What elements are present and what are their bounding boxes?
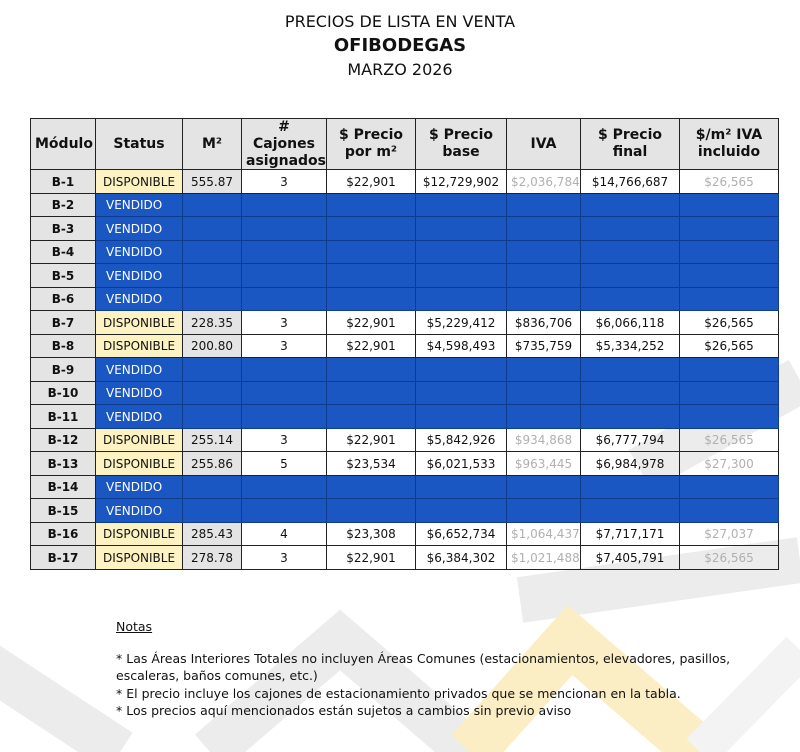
notes-title: Notas: [116, 619, 153, 634]
price-per-m2-cell: [327, 499, 416, 523]
table-header-row: [31, 119, 779, 170]
module-cell: B-2: [31, 193, 96, 217]
status-cell: VENDIDO: [96, 193, 183, 217]
price-per-m2-cell: [327, 381, 416, 405]
module-cell: B-6: [31, 287, 96, 311]
price-per-m2-cell: $22,901: [327, 170, 416, 194]
iva-per-m2-cell: $26,565: [680, 334, 779, 358]
area-cell: [183, 193, 242, 217]
table-row: [31, 546, 779, 570]
area-cell: 255.86: [183, 452, 242, 476]
price-per-m2-cell: [327, 287, 416, 311]
iva-cell: $934,868: [507, 428, 581, 452]
status-cell: VENDIDO: [96, 217, 183, 241]
base-price-cell: [416, 217, 507, 241]
iva-per-m2-cell: [680, 381, 779, 405]
column-header-cajones: # Cajones asignados: [242, 119, 327, 170]
base-price-cell: [416, 381, 507, 405]
iva-per-m2-cell: [680, 240, 779, 264]
area-cell: [183, 287, 242, 311]
status-cell: VENDIDO: [96, 499, 183, 523]
note-item: * Los precios aquí mencionados están sujetos a cambios sin previo aviso: [116, 703, 572, 718]
parking-cell: [242, 358, 327, 382]
column-header-m2: M²: [183, 119, 242, 170]
parking-cell: 3: [242, 546, 327, 570]
table-row: [31, 499, 779, 523]
module-cell: B-8: [31, 334, 96, 358]
final-price-cell: [581, 240, 680, 264]
iva-cell: $2,036,784: [507, 170, 581, 194]
iva-cell: [507, 240, 581, 264]
iva-cell: [507, 381, 581, 405]
base-price-cell: [416, 264, 507, 288]
status-cell: VENDIDO: [96, 264, 183, 288]
base-price-cell: [416, 287, 507, 311]
final-price-cell: [581, 358, 680, 382]
table-row: [31, 475, 779, 499]
parking-cell: [242, 381, 327, 405]
iva-per-m2-cell: $27,037: [680, 522, 779, 546]
iva-per-m2-cell: [680, 405, 779, 429]
iva-cell: $836,706: [507, 311, 581, 335]
final-price-cell: [581, 381, 680, 405]
price-per-m2-cell: [327, 193, 416, 217]
parking-cell: 3: [242, 170, 327, 194]
iva-cell: $963,445: [507, 452, 581, 476]
iva-per-m2-cell: $26,565: [680, 546, 779, 570]
column-header-status: Status: [96, 119, 183, 170]
base-price-cell: $6,384,302: [416, 546, 507, 570]
module-cell: B-5: [31, 264, 96, 288]
iva-cell: [507, 217, 581, 241]
iva-per-m2-cell: [680, 287, 779, 311]
table-row: [31, 170, 779, 194]
parking-cell: 3: [242, 428, 327, 452]
area-cell: 555.87: [183, 170, 242, 194]
parking-cell: [242, 475, 327, 499]
status-cell: DISPONIBLE: [96, 334, 183, 358]
table-row: [31, 240, 779, 264]
title-line-3: MARZO 2026: [347, 60, 453, 79]
column-header-iva-m2: $/m² IVA incluido: [680, 119, 779, 170]
parking-cell: 4: [242, 522, 327, 546]
title-line-2: OFIBODEGAS: [333, 35, 467, 56]
final-price-cell: [581, 264, 680, 288]
parking-cell: [242, 217, 327, 241]
module-cell: B-4: [31, 240, 96, 264]
iva-cell: [507, 193, 581, 217]
module-cell: B-10: [31, 381, 96, 405]
module-cell: B-12: [31, 428, 96, 452]
status-cell: VENDIDO: [96, 287, 183, 311]
base-price-cell: $5,842,926: [416, 428, 507, 452]
status-cell: DISPONIBLE: [96, 546, 183, 570]
table-row: [31, 452, 779, 476]
final-price-cell: $7,717,171: [581, 522, 680, 546]
area-cell: 278.78: [183, 546, 242, 570]
module-cell: B-11: [31, 405, 96, 429]
area-cell: [183, 475, 242, 499]
area-cell: [183, 499, 242, 523]
iva-cell: [507, 264, 581, 288]
final-price-cell: [581, 405, 680, 429]
module-cell: B-3: [31, 217, 96, 241]
iva-per-m2-cell: $26,565: [680, 170, 779, 194]
column-header-precio-m2: $ Precio por m²: [327, 119, 416, 170]
parking-cell: [242, 264, 327, 288]
area-cell: 200.80: [183, 334, 242, 358]
iva-cell: $1,064,437: [507, 522, 581, 546]
table-row: [31, 217, 779, 241]
module-cell: B-14: [31, 475, 96, 499]
column-header-precio-base: $ Precio base: [416, 119, 507, 170]
iva-per-m2-cell: $26,565: [680, 428, 779, 452]
iva-cell: [507, 475, 581, 499]
module-cell: B-15: [31, 499, 96, 523]
base-price-cell: [416, 405, 507, 429]
table-row: [31, 311, 779, 335]
final-price-cell: $6,984,978: [581, 452, 680, 476]
base-price-cell: $12,729,902: [416, 170, 507, 194]
price-per-m2-cell: $22,901: [327, 311, 416, 335]
price-per-m2-cell: $23,534: [327, 452, 416, 476]
iva-per-m2-cell: [680, 358, 779, 382]
price-per-m2-cell: [327, 475, 416, 499]
area-cell: [183, 217, 242, 241]
final-price-cell: $6,777,794: [581, 428, 680, 452]
module-cell: B-16: [31, 522, 96, 546]
table-row: [31, 334, 779, 358]
iva-per-m2-cell: [680, 264, 779, 288]
table-row: [31, 428, 779, 452]
table-row: [31, 405, 779, 429]
base-price-cell: [416, 193, 507, 217]
iva-cell: $1,021,488: [507, 546, 581, 570]
status-cell: VENDIDO: [96, 358, 183, 382]
status-cell: DISPONIBLE: [96, 452, 183, 476]
status-cell: VENDIDO: [96, 405, 183, 429]
area-cell: 255.14: [183, 428, 242, 452]
status-cell: DISPONIBLE: [96, 311, 183, 335]
module-cell: B-9: [31, 358, 96, 382]
parking-cell: [242, 405, 327, 429]
note-item: * Las Áreas Interiores Totales no incluyen Áreas Comunes (estacionamientos, elevadores, pasillos, escaleras, baños comunes, etc.): [116, 650, 731, 683]
parking-cell: 3: [242, 311, 327, 335]
parking-cell: [242, 193, 327, 217]
parking-cell: 3: [242, 334, 327, 358]
module-cell: B-1: [31, 170, 96, 194]
notes-section: [116, 618, 776, 720]
column-header-modulo: Módulo: [31, 119, 96, 170]
parking-cell: 5: [242, 452, 327, 476]
area-cell: 228.35: [183, 311, 242, 335]
base-price-cell: [416, 240, 507, 264]
column-header-precio-final: $ Precio final: [581, 119, 680, 170]
base-price-cell: $6,652,734: [416, 522, 507, 546]
iva-per-m2-cell: $27,300: [680, 452, 779, 476]
final-price-cell: [581, 475, 680, 499]
column-header-iva: IVA: [507, 119, 581, 170]
price-per-m2-cell: [327, 217, 416, 241]
status-cell: DISPONIBLE: [96, 522, 183, 546]
price-per-m2-cell: [327, 405, 416, 429]
table-row: [31, 358, 779, 382]
final-price-cell: [581, 193, 680, 217]
base-price-cell: $4,598,493: [416, 334, 507, 358]
price-per-m2-cell: [327, 264, 416, 288]
note-item: * El precio incluye los cajones de estacionamiento privados que se mencionan en la tabla.: [116, 685, 681, 701]
base-price-cell: [416, 475, 507, 499]
price-per-m2-cell: $22,901: [327, 428, 416, 452]
final-price-cell: $14,766,687: [581, 170, 680, 194]
area-cell: [183, 240, 242, 264]
price-table: [30, 118, 779, 570]
price-per-m2-cell: $23,308: [327, 522, 416, 546]
iva-per-m2-cell: [680, 193, 779, 217]
area-cell: [183, 405, 242, 429]
iva-cell: [507, 287, 581, 311]
base-price-cell: [416, 499, 507, 523]
area-cell: [183, 358, 242, 382]
title-line-1: PRECIOS DE LISTA EN VENTA: [284, 12, 516, 31]
price-per-m2-cell: $22,901: [327, 546, 416, 570]
final-price-cell: [581, 217, 680, 241]
final-price-cell: [581, 499, 680, 523]
iva-per-m2-cell: $26,565: [680, 311, 779, 335]
final-price-cell: [581, 287, 680, 311]
module-cell: B-7: [31, 311, 96, 335]
parking-cell: [242, 240, 327, 264]
status-cell: VENDIDO: [96, 381, 183, 405]
final-price-cell: $6,066,118: [581, 311, 680, 335]
table-row: [31, 381, 779, 405]
final-price-cell: $5,334,252: [581, 334, 680, 358]
price-per-m2-cell: [327, 358, 416, 382]
area-cell: [183, 381, 242, 405]
iva-cell: [507, 405, 581, 429]
status-cell: VENDIDO: [96, 240, 183, 264]
area-cell: 285.43: [183, 522, 242, 546]
iva-cell: [507, 499, 581, 523]
base-price-cell: $5,229,412: [416, 311, 507, 335]
iva-cell: $735,759: [507, 334, 581, 358]
status-cell: DISPONIBLE: [96, 170, 183, 194]
price-per-m2-cell: $22,901: [327, 334, 416, 358]
status-cell: DISPONIBLE: [96, 428, 183, 452]
iva-per-m2-cell: [680, 475, 779, 499]
iva-cell: [507, 358, 581, 382]
table-row: [31, 264, 779, 288]
status-cell: VENDIDO: [96, 475, 183, 499]
table-row: [31, 522, 779, 546]
table-row: [31, 193, 779, 217]
module-cell: B-13: [31, 452, 96, 476]
module-cell: B-17: [31, 546, 96, 570]
table-row: [31, 287, 779, 311]
base-price-cell: $6,021,533: [416, 452, 507, 476]
parking-cell: [242, 499, 327, 523]
iva-per-m2-cell: [680, 217, 779, 241]
base-price-cell: [416, 358, 507, 382]
final-price-cell: $7,405,791: [581, 546, 680, 570]
area-cell: [183, 264, 242, 288]
iva-per-m2-cell: [680, 499, 779, 523]
parking-cell: [242, 287, 327, 311]
price-per-m2-cell: [327, 240, 416, 264]
